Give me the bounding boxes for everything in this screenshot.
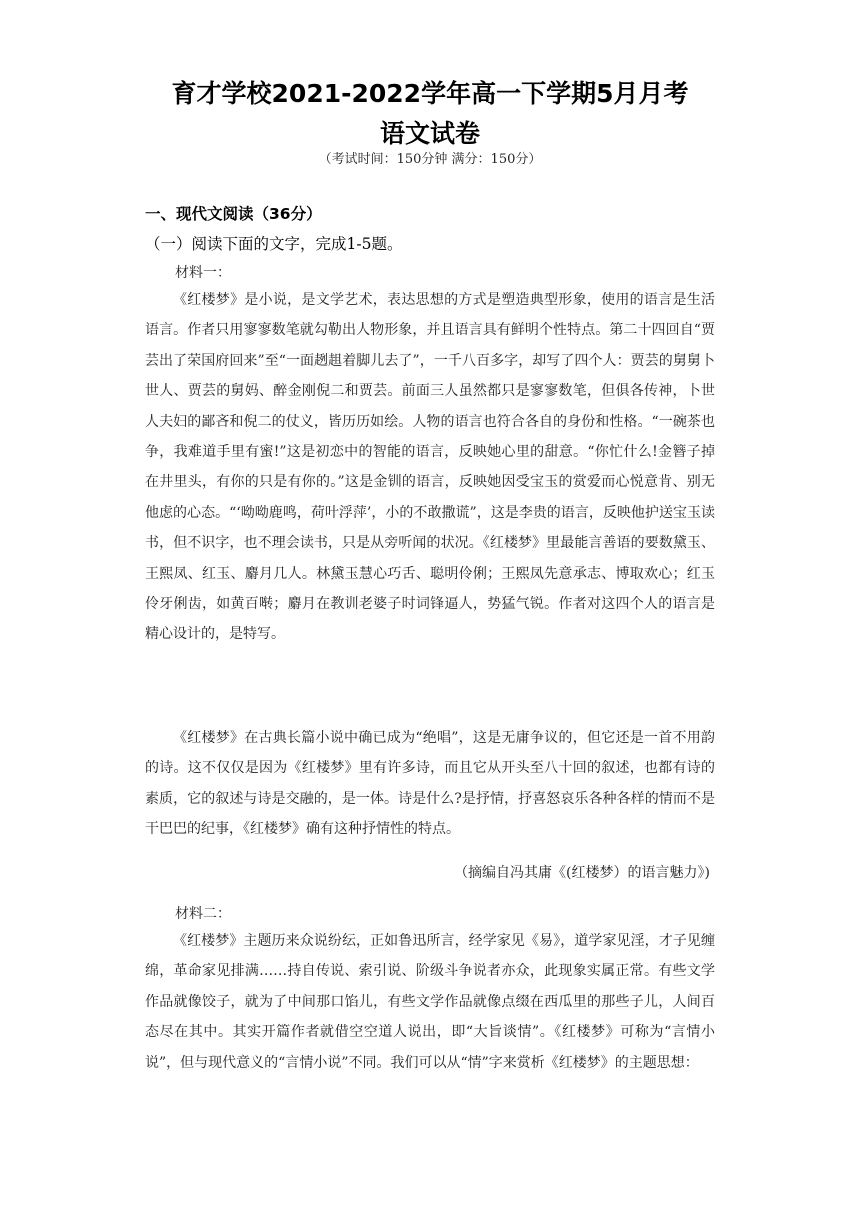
section-heading: 一、现代文阅读（36分） — [145, 205, 322, 223]
material2-label: 材料二： — [175, 906, 231, 922]
material1-label: 材料一： — [175, 265, 231, 281]
exam-title: 育才学校2021-2022学年高一下学期5月月考 — [171, 79, 689, 108]
material1-paragraph-1: 《红楼梦》是小说，是文学艺术，表达思想的方式是塑造典型形象，使用的语言是生活语言。作者只用寥寥数笔就勾勒出人物形象，并且语言具有鲜明个性特点。第二十四回自“贾芸出了荣国府回来”至“一面趔趄着脚儿去了”，一千八百多字，却写了四个人：贾芸的舅舅卜世人、贾芸的舅妈、醉金刚倪二和贾芸。前面三人虽然都只是寥寥数笔，但俱各传神，卜世人夫妇的鄙吝和倪二的仗义，皆历历如绘。人物的语言也符合各自的身份和性格。“一碗茶也争，我难道手里有蜜!”这是初恋中的智能的语言，反映她心里的甜意。“你忙什么!金簪子掉在井里头，有你的只是有你的。”这是金钏的语言，反映她因受宝玉的赏爱而心悦意肯、别无他虑的心态。“‘呦呦鹿鸣，荷叶浮萍’，小的不敢撒谎”，这是李贵的语言，反映他护送宝玉读书，但不识字，也不理会读书，只是从旁听闻的状况。《红楼梦》里最能言善语的要数黛玉、王熙凤、红玉、麝月几人。林黛玉慧心巧舌、聪明伶俐；王熙凤先意承志、博取欢心；红玉伶牙俐齿，如黄百啭；麝月在教训老婆子时词锋逼人，势猛气锐。作者对这四个人的语言是精心设计的，是特写。 — [145, 292, 715, 643]
material1-source: （摘编自冯其庸《(红楼梦）的语言魅力》) — [454, 865, 710, 881]
exam-info: （考试时间：150分钟 满分：150分） — [318, 152, 542, 167]
material1-paragraph-2: 《红楼梦》在古典长篇小说中确已成为“绝唱”，这是无庸争议的，但它还是一首不用韵的诗。这不仅仅是因为《红楼梦》里有许多诗，而且它从开头至八十回的叙述，也都有诗的素质，它的叙述与诗是交融的，是一体。诗是什么?是抒情，抒喜怒哀乐各种各样的情而不是干巴巴的纪事，《红楼梦》确有这种抒情性的特点。 — [145, 730, 715, 838]
material2-paragraph-1: 《红楼梦》主题历来众说纷纭，正如鲁迅所言，经学家见《易》，道学家见淫，才子见缠绵，革命家见排满……持自传说、索引说、阶级斗争说者亦众，此现象实属正常。有些文学作品就像饺子，就为了中间那口馅儿，有些文学作品就像点缀在西瓜里的那些子儿，人间百态尽在其中。其实开篇作者就借空空道人说出，即“大旨谈情”。《红楼梦》可称为“言情小说”，但与现代意义的“言情小说”不同。我们可以从“情”字来赏析《红楼梦》的主题思想： — [145, 933, 715, 1071]
subsection-heading: （一）阅读下面的文字，完成1-5题。 — [145, 235, 403, 253]
exam-subtitle: 语文试卷 — [379, 119, 480, 148]
